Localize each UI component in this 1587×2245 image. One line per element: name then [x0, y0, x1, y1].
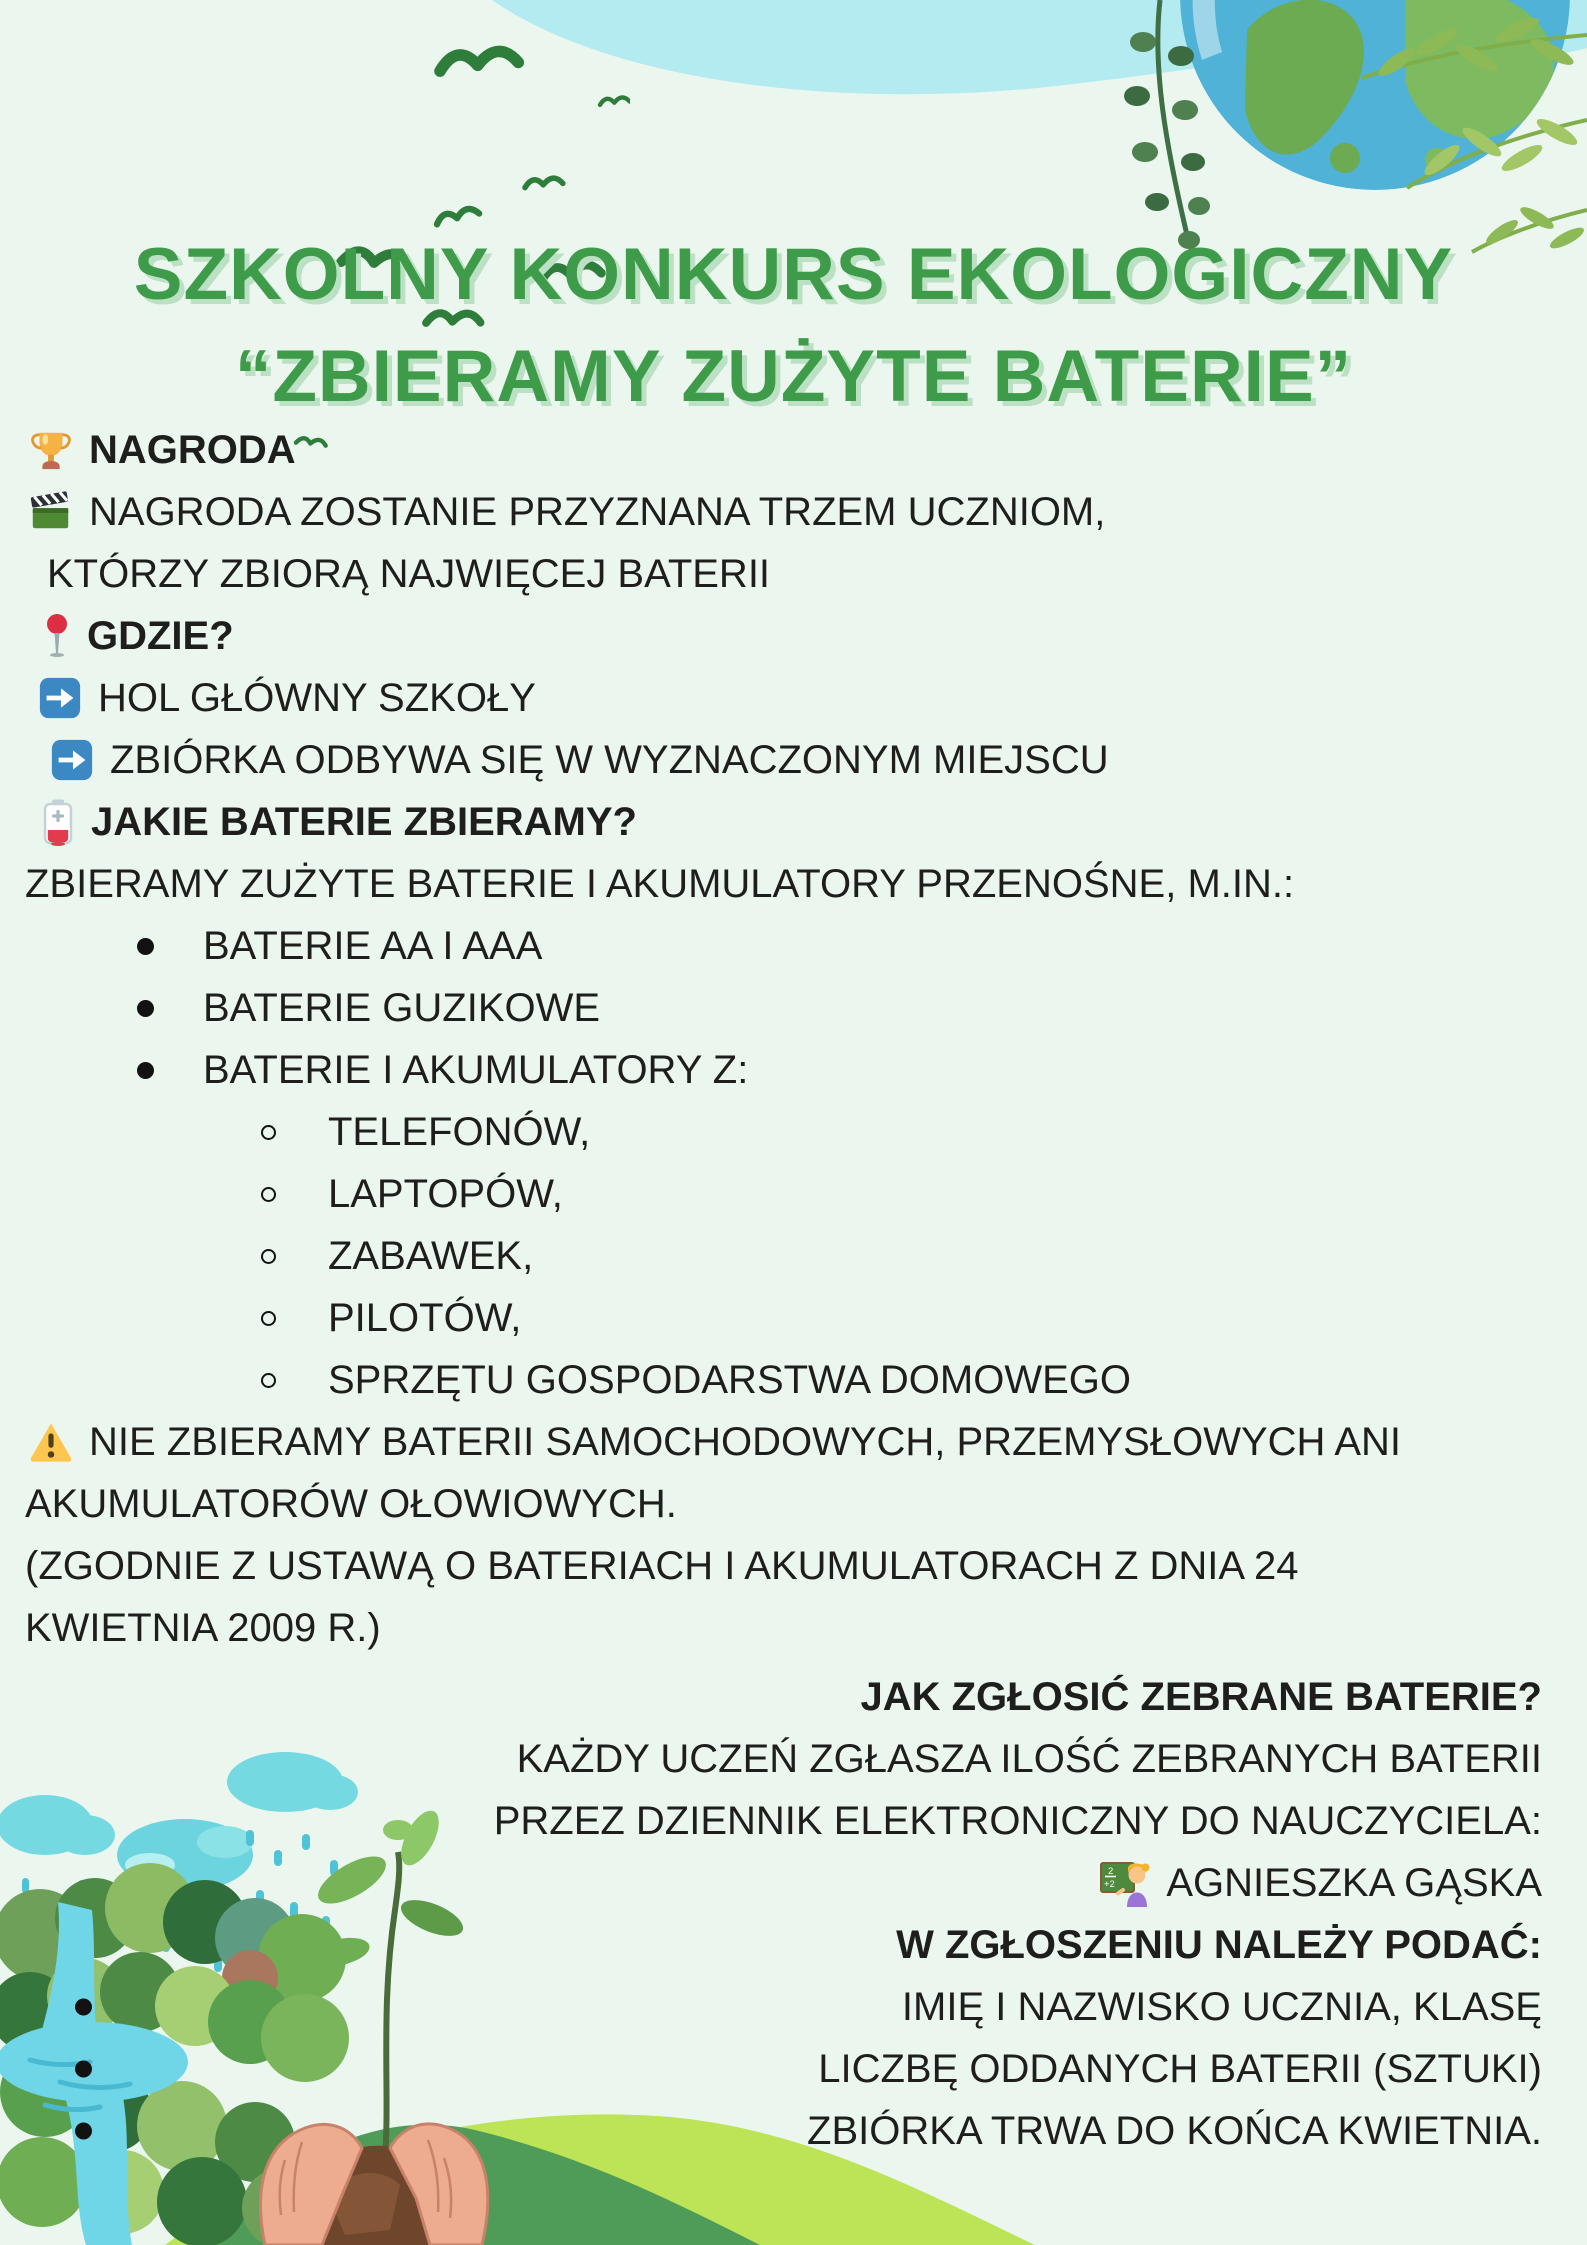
what-intro-row — [25, 853, 1525, 915]
bird-icon — [525, 178, 563, 187]
title-line-2: “ZBIERAMY ZUŻYTE BATERIE” — [234, 336, 1353, 417]
prize-line-2: KTÓRZY ZBIORĄ NAJWIĘCEJ BATERII — [47, 551, 771, 596]
sub-list-item — [25, 1287, 1525, 1349]
what-intro: ZBIERAMY ZUŻYTE BATERIE I AKUMULATORY PRZENOŚNE, M.IN.: — [25, 861, 1295, 906]
warning-line-1: NIE ZBIERAMY BATERII SAMOCHODOWYCH, PRZEMYSŁOWYCH ANI — [89, 1419, 1402, 1464]
prize-heading: NAGRODA — [89, 427, 296, 472]
circle-bullet-icon — [261, 1249, 276, 1264]
report-heading: JAK ZGŁOSIĆ ZEBRANE BATERIE? — [860, 1674, 1542, 1719]
bullet-icon — [75, 2123, 92, 2140]
arrow-right-icon — [49, 737, 95, 783]
warning-row — [25, 1411, 1525, 1473]
sub-list-item-label: LAPTOPÓW, — [328, 1171, 563, 1216]
what-heading: JAKIE BATERIE ZBIERAMY? — [91, 799, 637, 844]
report-item — [45, 2038, 1542, 2100]
teacher-row — [45, 1852, 1542, 1914]
bullet-icon — [137, 938, 154, 955]
legal-row — [25, 1535, 1525, 1597]
teacher-name: AGNIESZKA GĄSKA — [1166, 1860, 1542, 1905]
prize-line-1: NAGRODA ZOSTANIE PRZYZNANA TRZEM UCZNIOM, — [89, 489, 1106, 534]
arrow-right-icon — [37, 675, 83, 721]
where-heading: GDZIE? — [87, 613, 234, 658]
poster-title — [20, 224, 1567, 428]
list-item-label: BATERIE GUZIKOWE — [203, 985, 601, 1030]
sub-list-item-label: PILOTÓW, — [328, 1295, 522, 1340]
sub-list-item-label: TELEFONÓW, — [328, 1109, 591, 1154]
svg-text:2: 2 — [1108, 1866, 1114, 1877]
round-pushpin-icon — [42, 612, 72, 660]
legal-row2 — [25, 1597, 1525, 1659]
where-point1-row — [25, 667, 1525, 729]
report-item — [45, 1976, 1542, 2038]
battery-low-icon — [40, 798, 76, 846]
report-line1-row — [45, 1728, 1542, 1790]
list-item-label: BATERIE AA I AAA — [203, 923, 543, 968]
report-item-label: LICZBĘ ODDANYCH BATERII (SZTUKI) — [818, 2046, 1542, 2091]
report-line-2: PRZEZ DZIENNIK ELEKTRONICZNY DO NAUCZYCIELA: — [493, 1798, 1542, 1843]
sub-list-item — [25, 1101, 1525, 1163]
prize-line-row — [25, 481, 1525, 543]
trophy-icon — [28, 427, 74, 473]
circle-bullet-icon — [261, 1311, 276, 1326]
bullet-icon — [75, 1999, 92, 2016]
legal-line-1: (ZGODNIE Z USTAWĄ O BATERIACH I AKUMULATORACH Z DNIA 24 — [25, 1543, 1299, 1588]
prize-line2-row — [25, 543, 1525, 605]
circle-bullet-icon — [261, 1373, 276, 1388]
report-subheading-row — [45, 1914, 1542, 1976]
report-section — [45, 1666, 1542, 2162]
report-line2-row — [45, 1790, 1542, 1852]
bird-icon — [600, 97, 630, 104]
where-point-2: ZBIÓRKA ODBYWA SIĘ W WYZNACZONYM MIEJSCU — [110, 737, 1109, 782]
list-item-label: BATERIE I AKUMULATORY Z: — [203, 1047, 749, 1092]
sub-list-item-label: SPRZĘTU GOSPODARSTWA DOMOWEGO — [328, 1357, 1132, 1402]
bullet-icon — [137, 1000, 154, 1017]
report-item-label: ZBIÓRKA TRWA DO KOŃCA KWIETNIA. — [807, 2108, 1542, 2153]
woman-teacher-icon — [1100, 1858, 1152, 1908]
sub-list-item-label: ZABAWEK, — [328, 1233, 534, 1278]
legal-line-2: KWIETNIA 2009 R.) — [25, 1605, 381, 1650]
what-heading-row — [25, 791, 1525, 853]
bullet-icon — [137, 1062, 154, 1079]
warning-row2 — [25, 1473, 1525, 1535]
prize-heading-row — [25, 419, 1525, 481]
bird-icon — [435, 208, 479, 225]
report-item-label: IMIĘ I NAZWISKO UCZNIA, KLASĘ — [901, 1984, 1542, 2029]
report-item — [45, 2100, 1542, 2162]
bird-icon — [440, 51, 518, 71]
where-heading-row — [25, 605, 1525, 667]
sub-list-item — [25, 1349, 1525, 1411]
title-line-1: SZKOLNY KONKURS EKOLOGICZNY — [133, 234, 1454, 315]
bullet-icon — [75, 2061, 92, 2078]
where-point-1: HOL GŁÓWNY SZKOŁY — [98, 675, 536, 720]
report-heading-row — [45, 1666, 1542, 1728]
sub-list-item — [25, 1163, 1525, 1225]
report-line-1: KAŻDY UCZEŃ ZGŁASZA ILOŚĆ ZEBRANYCH BATERII — [516, 1736, 1542, 1781]
report-subheading: W ZGŁOSZENIU NALEŻY PODAĆ: — [896, 1922, 1542, 1967]
main-content — [25, 419, 1525, 1659]
sub-list-item — [25, 1225, 1525, 1287]
svg-text:+2: +2 — [1104, 1879, 1116, 1890]
warning-icon — [28, 1419, 74, 1465]
circle-bullet-icon — [261, 1125, 276, 1140]
list-item — [25, 915, 1525, 977]
where-point2-row — [25, 729, 1525, 791]
list-item — [25, 1039, 1525, 1101]
warning-line-2: AKUMULATORÓW OŁOWIOWYCH. — [25, 1481, 677, 1526]
clapperboard-icon — [28, 489, 74, 535]
list-item — [25, 977, 1525, 1039]
circle-bullet-icon — [261, 1187, 276, 1202]
